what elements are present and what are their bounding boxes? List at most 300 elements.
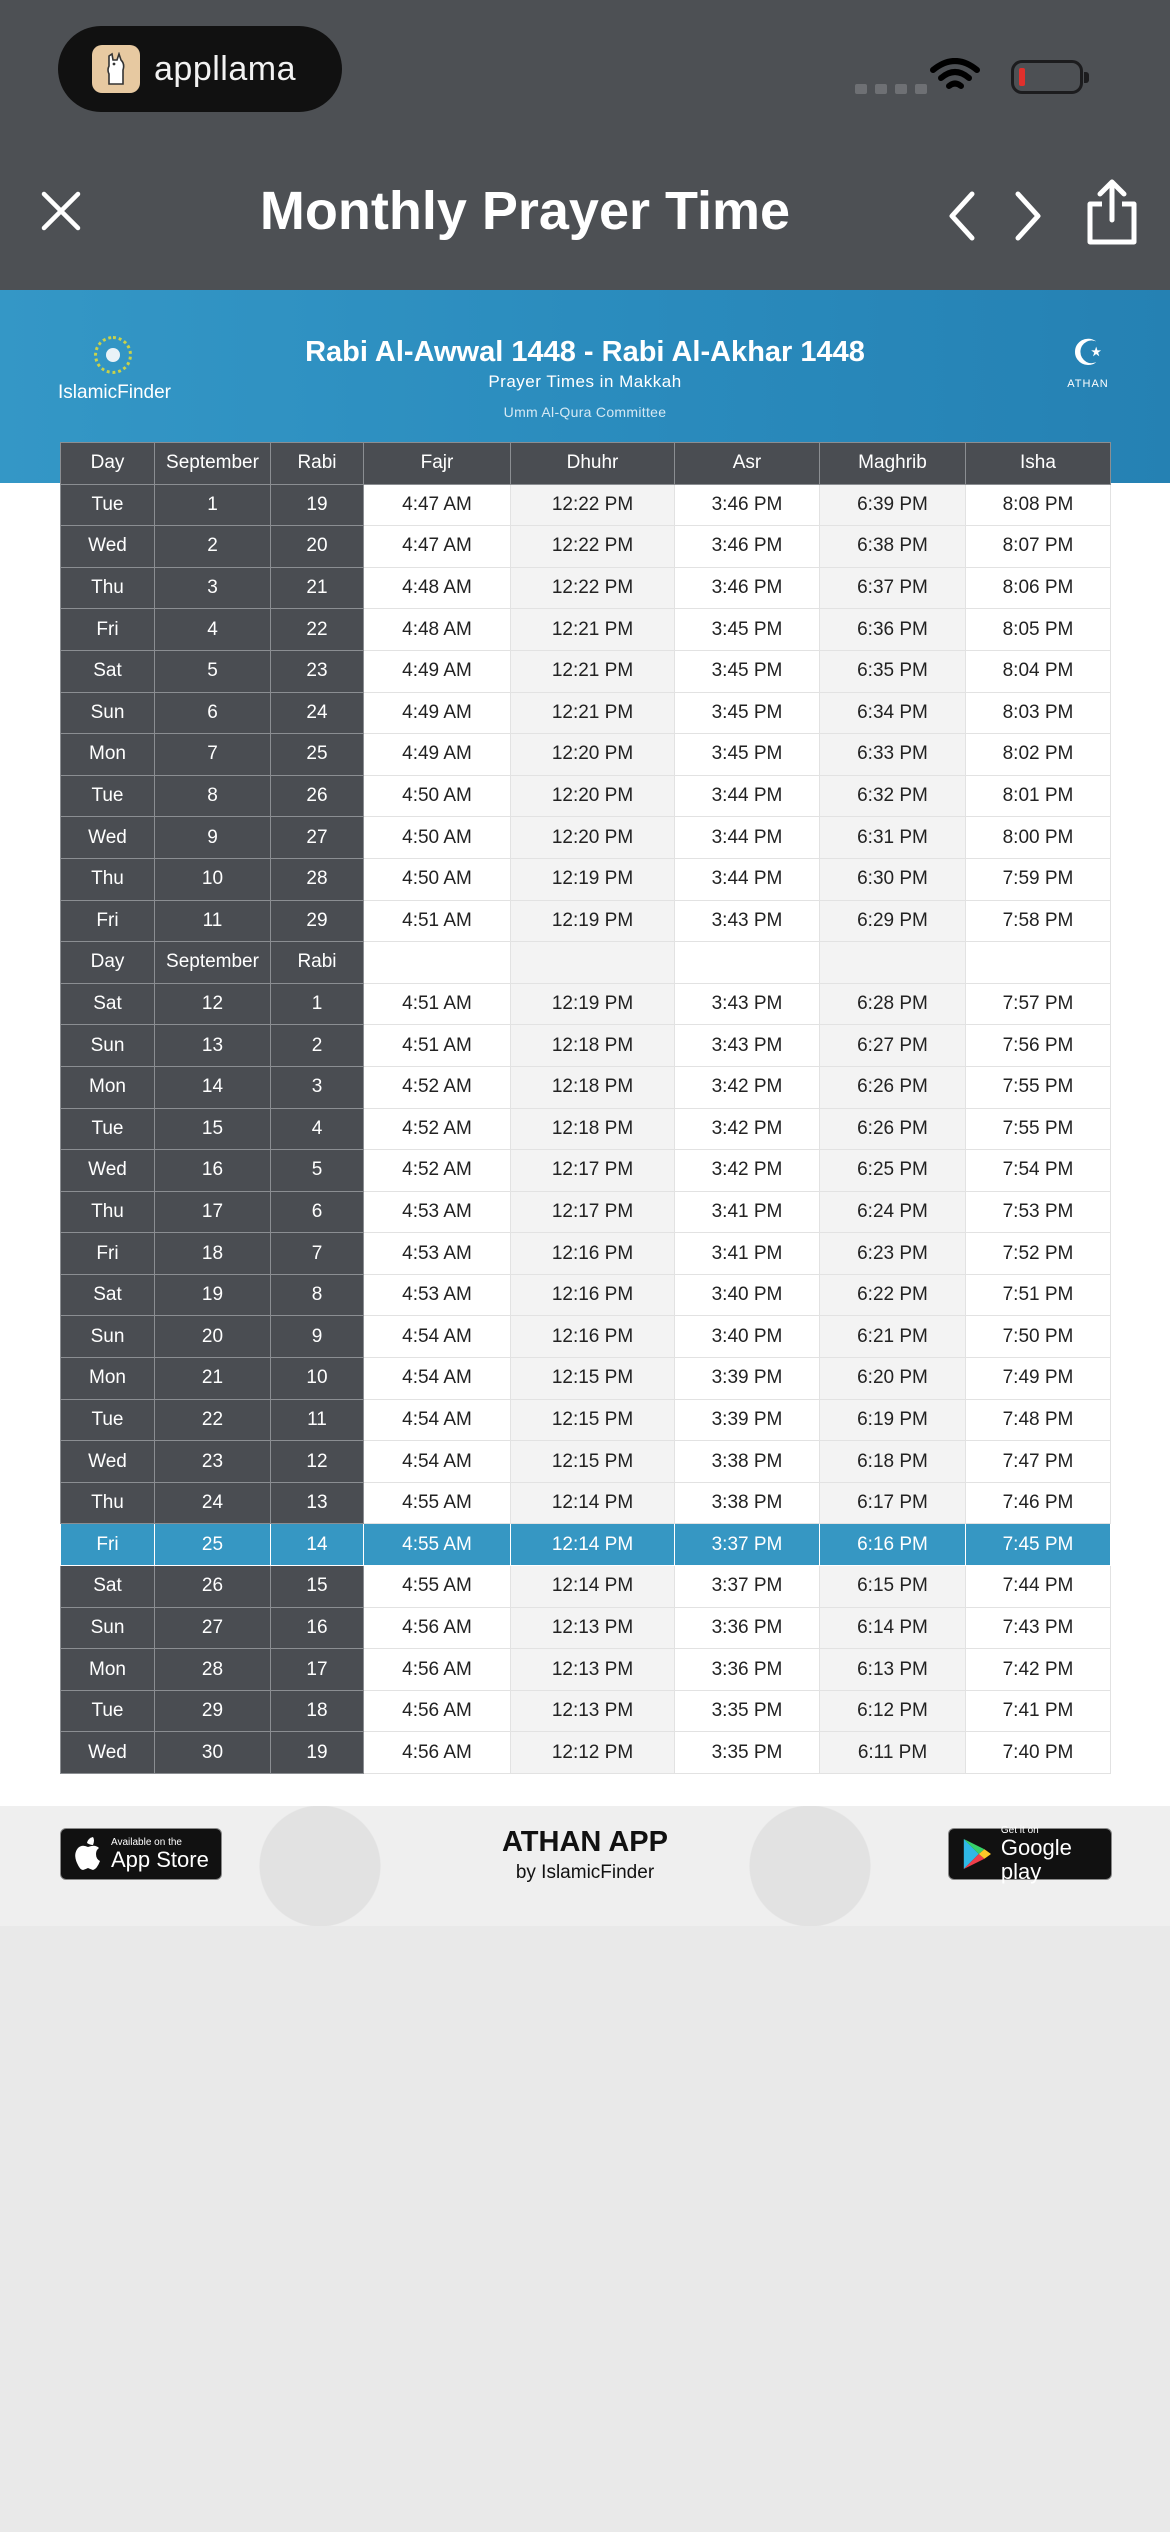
cell-fajr: 4:55 AM xyxy=(364,1566,511,1608)
cell-september: 13 xyxy=(155,1025,271,1067)
cell-day: Thu xyxy=(61,1191,155,1233)
cell-fajr: 4:50 AM xyxy=(364,817,511,859)
cell-rabi: 29 xyxy=(271,900,364,942)
google-play-small-text: Get it on xyxy=(1000,1824,1039,1836)
cell-rabi: 5 xyxy=(271,1150,364,1192)
cell-isha: 7:46 PM xyxy=(966,1482,1111,1524)
table-header-row xyxy=(61,443,1111,485)
empty-cell xyxy=(675,942,820,984)
column-header-day: Day xyxy=(61,443,155,485)
cell-fajr: 4:55 AM xyxy=(364,1524,511,1566)
table-row xyxy=(61,484,1111,526)
cell-fajr: 4:53 AM xyxy=(364,1274,511,1316)
cell-maghrib: 6:22 PM xyxy=(820,1274,966,1316)
table-row xyxy=(61,1649,1111,1691)
table-row xyxy=(61,1441,1111,1483)
cell-maghrib: 6:34 PM xyxy=(820,692,966,734)
cell-day: Tue xyxy=(61,775,155,817)
cell-maghrib: 6:29 PM xyxy=(820,900,966,942)
cell-day: Thu xyxy=(61,858,155,900)
cell-day: Mon xyxy=(61,734,155,776)
cell-asr: 3:42 PM xyxy=(675,1066,820,1108)
cell-dhuhr: 12:22 PM xyxy=(511,484,675,526)
cell-asr: 3:44 PM xyxy=(675,858,820,900)
cell-dhuhr: 12:14 PM xyxy=(511,1524,675,1566)
cell-day: Wed xyxy=(61,817,155,859)
next-month-button[interactable] xyxy=(1008,188,1048,244)
cell-isha: 7:53 PM xyxy=(966,1191,1111,1233)
cell-september: 19 xyxy=(155,1274,271,1316)
cell-isha: 8:06 PM xyxy=(966,567,1111,609)
cell-dhuhr: 12:22 PM xyxy=(511,567,675,609)
cell-maghrib: 6:19 PM xyxy=(820,1399,966,1441)
cell-isha: 7:57 PM xyxy=(966,983,1111,1025)
cell-fajr: 4:49 AM xyxy=(364,692,511,734)
cell-rabi: 28 xyxy=(271,858,364,900)
cell-asr: 3:43 PM xyxy=(675,900,820,942)
table-row xyxy=(61,983,1111,1025)
cell-maghrib: 6:39 PM xyxy=(820,484,966,526)
cell-fajr: 4:54 AM xyxy=(364,1399,511,1441)
cell-day: Tue xyxy=(61,1399,155,1441)
cell-isha: 7:50 PM xyxy=(966,1316,1111,1358)
cell-rabi: 18 xyxy=(271,1690,364,1732)
cell-september: 10 xyxy=(155,858,271,900)
cell-rabi: 11 xyxy=(271,1399,364,1441)
cell-fajr: 4:56 AM xyxy=(364,1607,511,1649)
cell-day: Fri xyxy=(61,1524,155,1566)
column-header-dhuhr: Dhuhr xyxy=(511,443,675,485)
cell-september: 23 xyxy=(155,1441,271,1483)
cell-day: Tue xyxy=(61,1108,155,1150)
cell-isha: 7:55 PM xyxy=(966,1066,1111,1108)
cell-asr: 3:36 PM xyxy=(675,1649,820,1691)
cell-dhuhr: 12:13 PM xyxy=(511,1607,675,1649)
google-play-big-text: Google play xyxy=(1000,1834,1072,1884)
chevron-right-icon xyxy=(1008,188,1048,244)
prayer-time-document xyxy=(0,290,1170,1926)
table-row xyxy=(61,1025,1111,1067)
cell-rabi: 8 xyxy=(271,1274,364,1316)
close-button[interactable] xyxy=(38,188,84,234)
cell-asr: 3:38 PM xyxy=(675,1441,820,1483)
cell-dhuhr: 12:20 PM xyxy=(511,734,675,776)
table-row xyxy=(61,1690,1111,1732)
cell-asr: 3:35 PM xyxy=(675,1732,820,1774)
table-row xyxy=(61,1607,1111,1649)
cell-maghrib: 6:23 PM xyxy=(820,1233,966,1275)
cell-september: 4 xyxy=(155,609,271,651)
cell-isha: 7:41 PM xyxy=(966,1690,1111,1732)
cell-september: 5 xyxy=(155,650,271,692)
cell-september: 3 xyxy=(155,567,271,609)
table-row xyxy=(61,900,1111,942)
cell-dhuhr: 12:20 PM xyxy=(511,775,675,817)
empty-cell xyxy=(364,942,511,984)
location-subtitle: Prayer Times in Makkah xyxy=(488,372,682,391)
cell-isha: 7:52 PM xyxy=(966,1233,1111,1275)
cell-fajr: 4:50 AM xyxy=(364,858,511,900)
table-row xyxy=(61,1482,1111,1524)
cell-asr: 3:42 PM xyxy=(675,1150,820,1192)
column-header-isha: Isha xyxy=(966,443,1111,485)
wifi-icon xyxy=(930,58,980,96)
cell-isha: 7:44 PM xyxy=(966,1566,1111,1608)
cell-dhuhr: 12:17 PM xyxy=(511,1191,675,1233)
cell-maghrib: 6:24 PM xyxy=(820,1191,966,1233)
cell-dhuhr: 12:22 PM xyxy=(511,526,675,568)
cell-maghrib: 6:33 PM xyxy=(820,734,966,776)
cell-maghrib: 6:38 PM xyxy=(820,526,966,568)
cell-dhuhr: 12:18 PM xyxy=(511,1066,675,1108)
cell-dhuhr: 12:14 PM xyxy=(511,1482,675,1524)
cell-maghrib: 6:16 PM xyxy=(820,1524,966,1566)
cell-september: 16 xyxy=(155,1150,271,1192)
table-subheader-row xyxy=(61,942,1111,984)
empty-cell xyxy=(511,942,675,984)
cell-september: 17 xyxy=(155,1191,271,1233)
cell-maghrib: 6:36 PM xyxy=(820,609,966,651)
share-button[interactable] xyxy=(1084,178,1140,246)
cell-september: 30 xyxy=(155,1732,271,1774)
cell-fajr: 4:48 AM xyxy=(364,567,511,609)
cell-asr: 3:38 PM xyxy=(675,1482,820,1524)
cell-day: Mon xyxy=(61,1358,155,1400)
cell-fajr: 4:51 AM xyxy=(364,900,511,942)
cell-maghrib: 6:18 PM xyxy=(820,1441,966,1483)
cell-rabi: 21 xyxy=(271,567,364,609)
cell-dhuhr: 12:16 PM xyxy=(511,1233,675,1275)
cell-asr: 3:42 PM xyxy=(675,1108,820,1150)
cell-asr: 3:44 PM xyxy=(675,817,820,859)
cell-rabi: 7 xyxy=(271,1233,364,1275)
table-row xyxy=(61,1191,1111,1233)
cell-fajr: 4:56 AM xyxy=(364,1732,511,1774)
table-row xyxy=(61,609,1111,651)
cell-asr: 3:40 PM xyxy=(675,1274,820,1316)
cell-september: 22 xyxy=(155,1399,271,1441)
cell-isha: 7:40 PM xyxy=(966,1732,1111,1774)
cell-rabi: 27 xyxy=(271,817,364,859)
islamicfinder-logo xyxy=(58,336,171,404)
cell-september: 25 xyxy=(155,1524,271,1566)
cell-isha: 7:45 PM xyxy=(966,1524,1111,1566)
cell-isha: 7:51 PM xyxy=(966,1274,1111,1316)
cell-maghrib: 6:17 PM xyxy=(820,1482,966,1524)
cell-fajr: 4:52 AM xyxy=(364,1150,511,1192)
cell-asr: 3:41 PM xyxy=(675,1191,820,1233)
islamicfinder-logo-icon xyxy=(94,336,132,374)
cell-rabi: 3 xyxy=(271,1066,364,1108)
calculation-method: Umm Al-Qura Committee xyxy=(503,404,667,420)
cell-day: Fri xyxy=(61,900,155,942)
cell-isha: 8:05 PM xyxy=(966,609,1111,651)
athan-app-title: ATHAN APP xyxy=(502,1826,668,1858)
table-row xyxy=(61,1150,1111,1192)
cell-dhuhr: 12:19 PM xyxy=(511,858,675,900)
cell-asr: 3:44 PM xyxy=(675,775,820,817)
cell-fajr: 4:55 AM xyxy=(364,1482,511,1524)
google-play-badge[interactable] xyxy=(948,1824,1112,1884)
table-row xyxy=(61,1108,1111,1150)
table-row xyxy=(61,1524,1111,1566)
athan-app-byline: by IslamicFinder xyxy=(515,1862,655,1883)
app-store-small-text: Available on the xyxy=(111,1836,182,1848)
cell-day: Thu xyxy=(61,567,155,609)
previous-month-button[interactable] xyxy=(942,188,982,244)
cell-fajr: 4:50 AM xyxy=(364,775,511,817)
cell-fajr: 4:48 AM xyxy=(364,609,511,651)
cell-rabi: 19 xyxy=(271,1732,364,1774)
cell-asr: 3:39 PM xyxy=(675,1358,820,1400)
cell-asr: 3:45 PM xyxy=(675,692,820,734)
cell-dhuhr: 12:21 PM xyxy=(511,650,675,692)
cell-maghrib: 6:20 PM xyxy=(820,1358,966,1400)
cell-september: 26 xyxy=(155,1566,271,1608)
cell-day: Mon xyxy=(61,1066,155,1108)
cell-september: 27 xyxy=(155,1607,271,1649)
cell-fajr: 4:54 AM xyxy=(364,1358,511,1400)
cell-rabi: 16 xyxy=(271,1607,364,1649)
cell-maghrib: 6:25 PM xyxy=(820,1150,966,1192)
cell-asr: 3:46 PM xyxy=(675,567,820,609)
table-row xyxy=(61,1316,1111,1358)
cell-maghrib: 6:31 PM xyxy=(820,817,966,859)
cell-september: 11 xyxy=(155,900,271,942)
cell-september: 20 xyxy=(155,1316,271,1358)
page-title: Monthly Prayer Time xyxy=(259,181,791,241)
cell-rabi: 26 xyxy=(271,775,364,817)
cell-maghrib: 6:37 PM xyxy=(820,567,966,609)
cell-isha: 8:02 PM xyxy=(966,734,1111,776)
table-row xyxy=(61,1066,1111,1108)
cell-maghrib: 6:27 PM xyxy=(820,1025,966,1067)
cell-dhuhr: 12:16 PM xyxy=(511,1274,675,1316)
cell-dhuhr: 12:16 PM xyxy=(511,1316,675,1358)
cell-rabi: 4 xyxy=(271,1108,364,1150)
cell-day: Sat xyxy=(61,650,155,692)
table-row xyxy=(61,775,1111,817)
llama-icon xyxy=(92,45,140,93)
table-row xyxy=(61,1399,1111,1441)
table-row xyxy=(61,1566,1111,1608)
cell-asr: 3:41 PM xyxy=(675,1233,820,1275)
cell-fajr: 4:47 AM xyxy=(364,526,511,568)
column-header-maghrib: Maghrib xyxy=(820,443,966,485)
table-row xyxy=(61,858,1111,900)
cell-day: Sat xyxy=(61,1274,155,1316)
cell-maghrib: 6:11 PM xyxy=(820,1732,966,1774)
chevron-left-icon xyxy=(942,188,982,244)
cell-maghrib: 6:32 PM xyxy=(820,775,966,817)
cell-isha: 7:47 PM xyxy=(966,1441,1111,1483)
athan-logo-icon: ☪ xyxy=(1071,333,1105,374)
cell-maghrib: 6:26 PM xyxy=(820,1108,966,1150)
cell-september: 12 xyxy=(155,983,271,1025)
table-row xyxy=(61,526,1111,568)
apple-icon xyxy=(73,1837,103,1871)
cell-day: Fri xyxy=(61,1233,155,1275)
cell-isha: 7:55 PM xyxy=(966,1108,1111,1150)
cell-dhuhr: 12:21 PM xyxy=(511,609,675,651)
cell-fajr: 4:51 AM xyxy=(364,983,511,1025)
cell-isha: 7:56 PM xyxy=(966,1025,1111,1067)
share-icon xyxy=(1084,178,1140,246)
cell-isha: 7:43 PM xyxy=(966,1607,1111,1649)
cell-isha: 7:49 PM xyxy=(966,1358,1111,1400)
cell-asr: 3:43 PM xyxy=(675,1025,820,1067)
cell-rabi: 14 xyxy=(271,1524,364,1566)
app-badge[interactable] xyxy=(58,26,342,112)
cell-asr: 3:45 PM xyxy=(675,650,820,692)
cell-isha: 8:03 PM xyxy=(966,692,1111,734)
app-store-badge[interactable] xyxy=(60,1828,222,1880)
cell-dhuhr: 12:20 PM xyxy=(511,817,675,859)
cell-dhuhr: 12:15 PM xyxy=(511,1358,675,1400)
cell-september: 7 xyxy=(155,734,271,776)
cell-asr: 3:37 PM xyxy=(675,1566,820,1608)
table-row xyxy=(61,567,1111,609)
cell-asr: 3:39 PM xyxy=(675,1399,820,1441)
cell-dhuhr: 12:12 PM xyxy=(511,1732,675,1774)
cell-rabi: 15 xyxy=(271,1566,364,1608)
cell-day: Thu xyxy=(61,1482,155,1524)
cell-day: Tue xyxy=(61,1690,155,1732)
cell-rabi: 17 xyxy=(271,1649,364,1691)
cell-day: Mon xyxy=(61,1649,155,1691)
cell-asr: 3:43 PM xyxy=(675,983,820,1025)
battery-icon xyxy=(1011,60,1083,94)
cell-dhuhr: 12:18 PM xyxy=(511,1025,675,1067)
close-icon xyxy=(38,188,84,234)
table-body xyxy=(61,484,1111,1773)
cell-rabi: 25 xyxy=(271,734,364,776)
cell-september: 21 xyxy=(155,1358,271,1400)
empty-cell xyxy=(820,942,966,984)
cell-september: 28 xyxy=(155,1649,271,1691)
cell-fajr: 4:49 AM xyxy=(364,734,511,776)
cell-day: Fri xyxy=(61,609,155,651)
cell-day: Tue xyxy=(61,484,155,526)
cell-september: 9 xyxy=(155,817,271,859)
cell-maghrib: 6:21 PM xyxy=(820,1316,966,1358)
cell-asr: 3:46 PM xyxy=(675,484,820,526)
cell-september: 8 xyxy=(155,775,271,817)
table-row xyxy=(61,1233,1111,1275)
cell-fajr: 4:47 AM xyxy=(364,484,511,526)
cell-rabi: 12 xyxy=(271,1441,364,1483)
cell-isha: 7:59 PM xyxy=(966,858,1111,900)
prayer-times-table xyxy=(60,442,1111,1774)
cell-maghrib: 6:35 PM xyxy=(820,650,966,692)
table-row xyxy=(61,1274,1111,1316)
cell-rabi: 10 xyxy=(271,1358,364,1400)
cell-day: Wed xyxy=(61,1732,155,1774)
top-header xyxy=(0,0,1170,290)
cell-day: Wed xyxy=(61,1441,155,1483)
app-badge-text: appllama xyxy=(154,49,296,88)
athan-logo-text: ATHAN xyxy=(1067,378,1109,390)
cell-maghrib: 6:30 PM xyxy=(820,858,966,900)
cell-maghrib: 6:15 PM xyxy=(820,1566,966,1608)
cell-fajr: 4:52 AM xyxy=(364,1066,511,1108)
cell-day: Sat xyxy=(61,983,155,1025)
cell-day: Sat xyxy=(61,1566,155,1608)
empty-cell xyxy=(966,942,1111,984)
table-row xyxy=(61,1358,1111,1400)
cell-fajr: 4:54 AM xyxy=(364,1316,511,1358)
cell-day: Sun xyxy=(61,1316,155,1358)
subheader-day: Day xyxy=(61,942,155,984)
cell-fajr: 4:51 AM xyxy=(364,1025,511,1067)
cell-isha: 8:00 PM xyxy=(966,817,1111,859)
battery-level xyxy=(1019,68,1025,86)
table-row xyxy=(61,734,1111,776)
table-row xyxy=(61,650,1111,692)
cell-maghrib: 6:14 PM xyxy=(820,1607,966,1649)
cell-dhuhr: 12:15 PM xyxy=(511,1441,675,1483)
cell-isha: 8:07 PM xyxy=(966,526,1111,568)
cell-dhuhr: 12:15 PM xyxy=(511,1399,675,1441)
cell-september: 18 xyxy=(155,1233,271,1275)
cell-rabi: 13 xyxy=(271,1482,364,1524)
cell-isha: 8:08 PM xyxy=(966,484,1111,526)
cell-asr: 3:40 PM xyxy=(675,1316,820,1358)
table-row xyxy=(61,692,1111,734)
cell-dhuhr: 12:21 PM xyxy=(511,692,675,734)
column-header-september: September xyxy=(155,443,271,485)
cell-isha: 7:54 PM xyxy=(966,1150,1111,1192)
cell-fajr: 4:49 AM xyxy=(364,650,511,692)
cell-rabi: 24 xyxy=(271,692,364,734)
cell-maghrib: 6:26 PM xyxy=(820,1066,966,1108)
cell-isha: 8:01 PM xyxy=(966,775,1111,817)
cell-day: Sun xyxy=(61,1607,155,1649)
cell-maghrib: 6:13 PM xyxy=(820,1649,966,1691)
column-header-rabi: Rabi xyxy=(271,443,364,485)
cell-rabi: 22 xyxy=(271,609,364,651)
cell-rabi: 19 xyxy=(271,484,364,526)
cellular-signal-icon xyxy=(855,84,927,94)
cell-asr: 3:35 PM xyxy=(675,1690,820,1732)
cell-day: Sun xyxy=(61,692,155,734)
cell-isha: 8:04 PM xyxy=(966,650,1111,692)
cell-fajr: 4:54 AM xyxy=(364,1441,511,1483)
table-row xyxy=(61,817,1111,859)
cell-fajr: 4:53 AM xyxy=(364,1191,511,1233)
cell-day: Wed xyxy=(61,526,155,568)
google-play-icon xyxy=(961,1836,993,1872)
cell-september: 14 xyxy=(155,1066,271,1108)
column-header-asr: Asr xyxy=(675,443,820,485)
document-footer xyxy=(0,1806,1170,1926)
cell-rabi: 6 xyxy=(271,1191,364,1233)
cell-asr: 3:37 PM xyxy=(675,1524,820,1566)
cell-september: 15 xyxy=(155,1108,271,1150)
cell-september: 24 xyxy=(155,1482,271,1524)
cell-rabi: 1 xyxy=(271,983,364,1025)
cell-dhuhr: 12:17 PM xyxy=(511,1150,675,1192)
subheader-rabi: Rabi xyxy=(271,942,364,984)
hijri-month-title: Rabi Al-Awwal 1448 - Rabi Al-Akhar 1448 xyxy=(305,336,865,368)
cell-september: 6 xyxy=(155,692,271,734)
cell-asr: 3:46 PM xyxy=(675,526,820,568)
cell-rabi: 9 xyxy=(271,1316,364,1358)
column-header-fajr: Fajr xyxy=(364,443,511,485)
cell-maghrib: 6:12 PM xyxy=(820,1690,966,1732)
cell-rabi: 2 xyxy=(271,1025,364,1067)
cell-fajr: 4:53 AM xyxy=(364,1233,511,1275)
